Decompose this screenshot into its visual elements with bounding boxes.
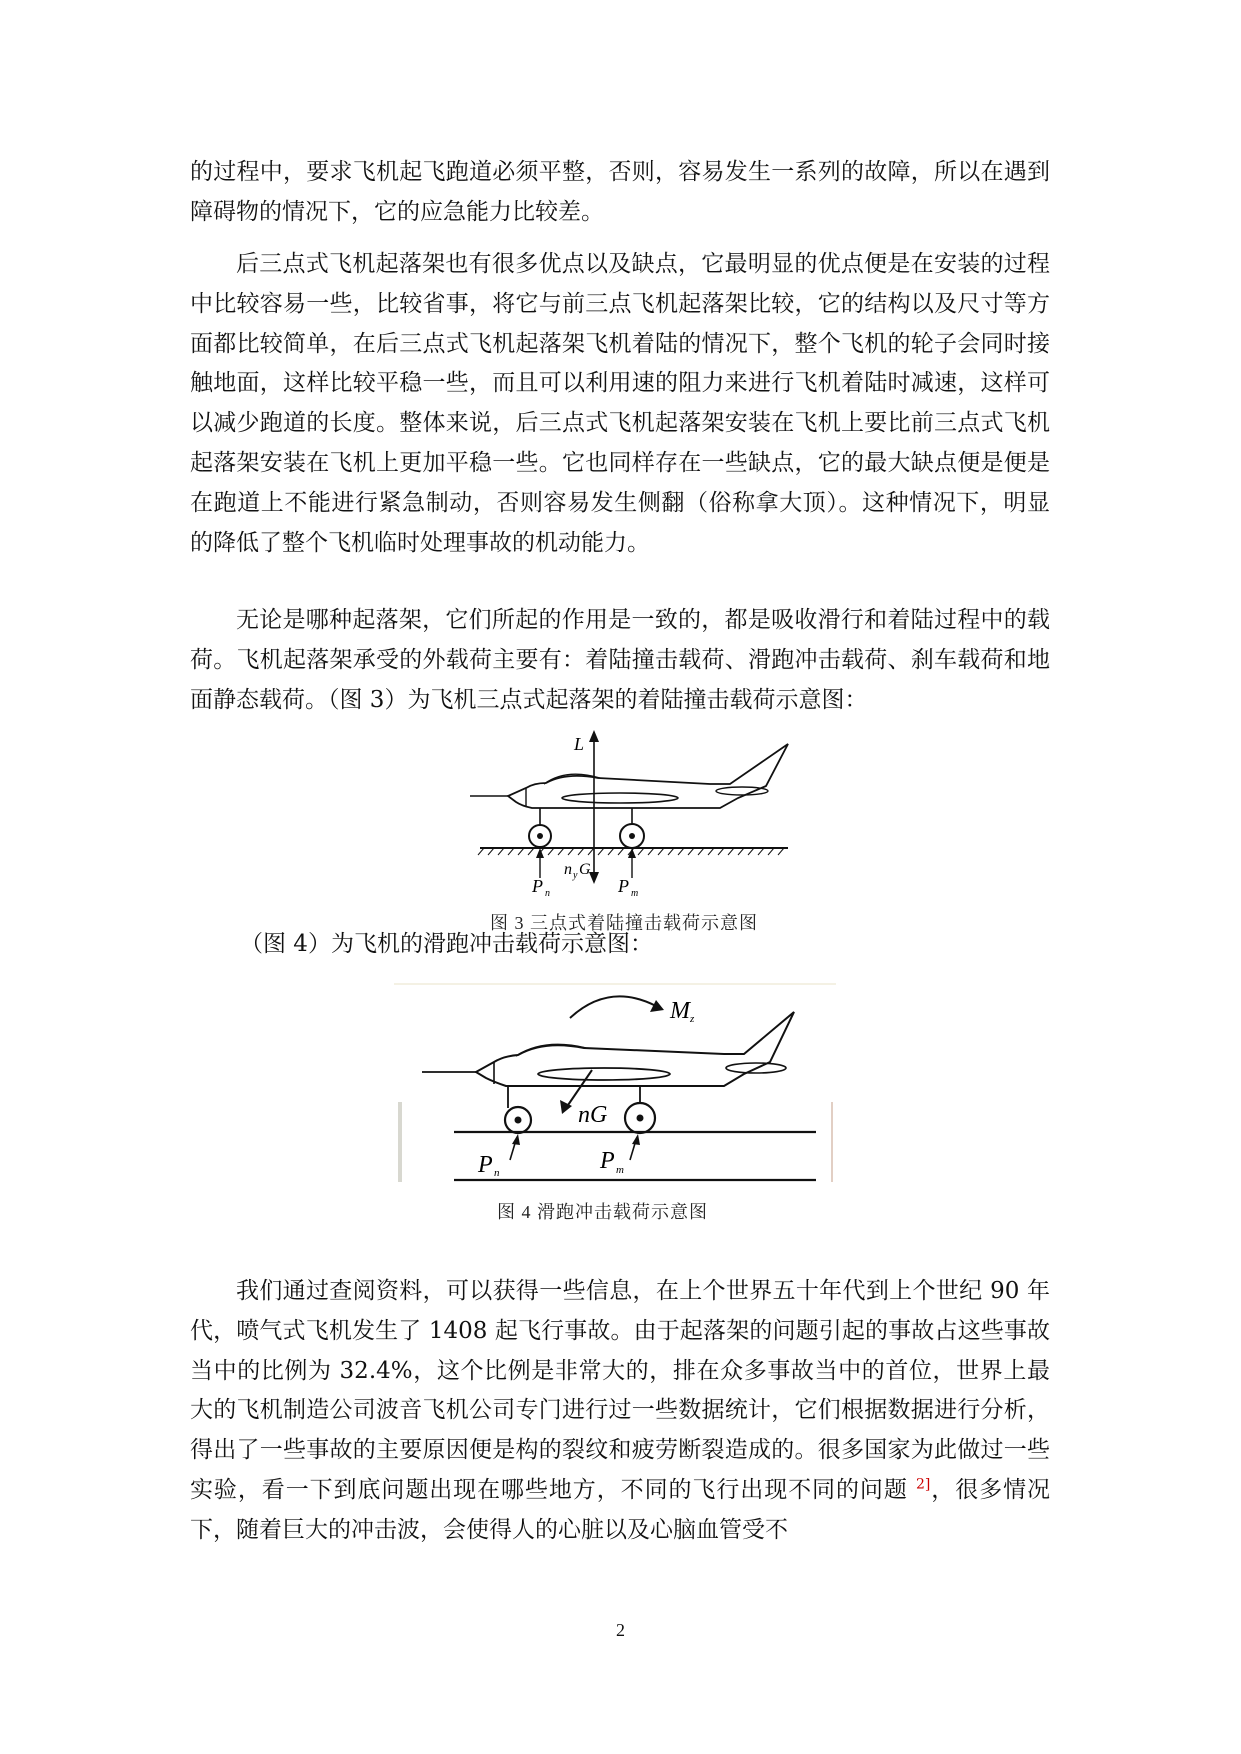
figure-4-taxi-impact-diagram — [394, 982, 836, 1182]
pn-arrow-head — [512, 1134, 520, 1145]
paragraph-any-gear — [190, 601, 1050, 720]
paragraph-fig4-intro: （图 4）为飞机的滑跑冲击载荷示意图： — [240, 931, 653, 957]
nose-wheel-hub — [537, 833, 543, 839]
figure-3-svg — [470, 728, 790, 898]
pn-label-sub: n — [494, 1167, 500, 1179]
weight-label-n: n — [564, 861, 572, 878]
pm-label-p: P — [600, 1148, 615, 1174]
lift-label: L — [574, 734, 585, 754]
main-wheel-hub — [629, 833, 635, 839]
moment-arrow-head — [650, 1000, 664, 1012]
paragraph-tail — [190, 153, 1050, 233]
accident-data-before-ref: 我们通过查阅资料，可以获得一些信息，在上个世界五十年代到上个世纪 90 年代，喷气式飞机发生了 1408 起飞行事故。由于起落架的问题引起的事故占这些事故当中的比例为 32.4%，这个比例是非常大的，排在众多事故当中的首位，世界上最大的飞机制造公司波音飞机公司专门进行过一些数据统计，它们根据数据进行分析，得出了一些事故的主要原因便是构的裂纹和疲劳断裂造成的。很多国家为此做过一些实验，看一下到底问题出现在哪些地方，不同的飞行出现不同的问题 — [190, 1278, 1050, 1503]
figure-3-caption: 图 3 三点式着陆撞击载荷示意图 — [490, 913, 758, 933]
pn-label-p: P — [532, 876, 543, 896]
figure-3-landing-impact-diagram — [470, 728, 790, 898]
weight-label-g: G — [579, 861, 591, 878]
pm-label-sub: m — [616, 1164, 624, 1176]
horizontal-tail — [716, 787, 768, 795]
pm-label-sub: m — [631, 888, 639, 898]
pm-arrow-head — [632, 1134, 640, 1145]
nose-wheel-hub — [515, 1117, 522, 1124]
moment-label-m: M — [670, 998, 690, 1024]
pn-label-p: P — [478, 1152, 493, 1178]
fuselage-outline — [476, 1012, 794, 1086]
pm-label-p: P — [618, 876, 629, 896]
reference-marker[interactable]: 2] — [916, 1476, 931, 1493]
paragraph-accident-data-text — [190, 1272, 1050, 1551]
figure-4-svg — [394, 982, 836, 1182]
accident-data-after-ref: ，很多情况下，随着巨大的冲击波，会使得人的心脏以及心脑血管受不 — [190, 1476, 1051, 1543]
page-number: 2 — [616, 1620, 625, 1640]
paragraph-rear-gear-text: 后三点式飞机起落架也有很多优点以及缺点，它最明显的优点便是在安装的过程中比较容易一些，比较省事，将它与前三点飞机起落架比较，它的结构以及尺寸等方面都比较简单，在后三点式飞机起落架飞机着陆的情况下，整个飞机的轮子会同时接触地面，这样比较平稳一些，而且可以利用速的阻力来进行飞机着陆时减速，这样可以减少跑道的长度。整体来说，后三点式飞机起落架安装在飞机上要比前三点式飞机起落架安装在飞机上更加平稳一些。它也同样存在一些缺点，它的最大缺点便是便是在跑道上不能进行紧急制动，否则容易发生侧翻（俗称拿大顶）。这种情况下，明显的降低了整个飞机临时处理事故的机动能力。 — [190, 251, 1050, 556]
main-wheel-hub — [637, 1115, 644, 1122]
paragraph-rear-gear — [190, 245, 1050, 563]
fuselage-outline — [508, 744, 788, 808]
paragraph-any-gear-text: 无论是哪种起落架，它们所起的作用是一致的，都是吸收滑行和着陆过程中的载荷。飞机起落架承受的外载荷主要有：着陆撞击载荷、滑跑冲击载荷、刹车载荷和地面静态载荷。（图 3）为飞机三点式起落架的着陆撞击载荷示意图： — [190, 607, 1050, 713]
wing — [562, 793, 678, 803]
wing — [538, 1068, 670, 1080]
lift-arrow-head — [589, 730, 599, 742]
weight-label: nG — [578, 1102, 608, 1128]
figure-4-caption: 图 4 滑跑冲击载荷示意图 — [497, 1202, 708, 1222]
moment-label-sub: z — [690, 1013, 695, 1025]
paragraph-tail-text: 的过程中，要求飞机起飞跑道必须平整，否则，容易发生一系列的故障，所以在遇到障碍物的情况下，它的应急能力比较差。 — [190, 159, 1050, 225]
weight-label-sub: y — [573, 870, 578, 881]
pn-label-sub: n — [545, 888, 550, 898]
paragraph-accident-data — [190, 1272, 1050, 1551]
moment-arc — [570, 996, 656, 1018]
